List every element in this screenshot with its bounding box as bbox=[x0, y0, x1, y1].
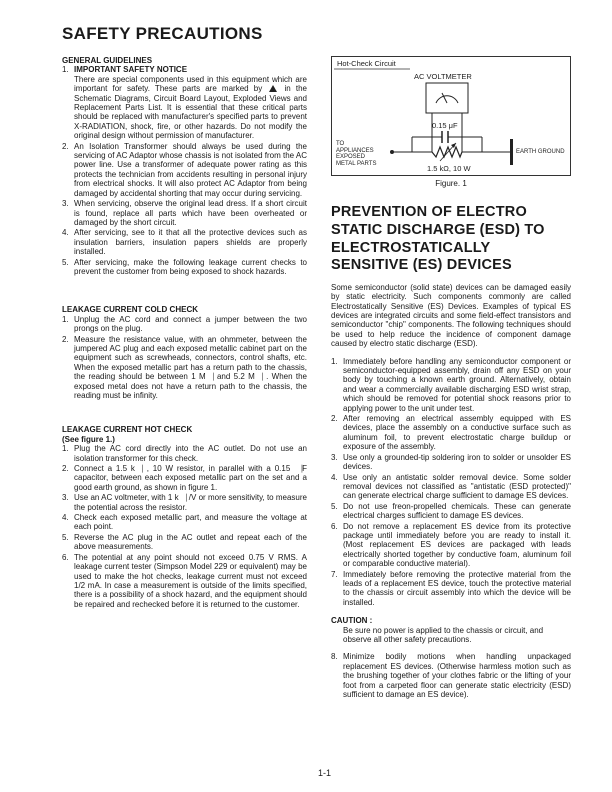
list-item: 2. After removing an electrical assembly equipped with ES devices, place the assembly on a conductive surface such as aluminum foil, to prevent electrostatic charge buildup or exposure of the assembly. bbox=[331, 414, 571, 452]
capacitor-label: 0.15 μF bbox=[432, 121, 458, 130]
voltmeter-needle bbox=[442, 93, 447, 103]
list-item: 1. Unplug the AC cord and connect a jumper between the two prongs on the plug. bbox=[62, 314, 307, 334]
caution-heading: CAUTION : bbox=[331, 616, 373, 626]
probe-terminal bbox=[390, 150, 394, 154]
voltmeter-box bbox=[426, 83, 468, 113]
list-item: 7. Immediately before removing the protective material from the leads of a replacement ES device, touch the protective material to the chassis or circuit assembly into which the device will be installed. bbox=[331, 569, 571, 607]
cold-check-heading: LEAKAGE CURRENT COLD CHECK bbox=[62, 305, 198, 315]
page-title: SAFETY PRECAUTIONS bbox=[62, 24, 263, 43]
list-item: 1. IMPORTANT SAFETY NOTICE There are special components used in this equipment which are important for safety. These parts are marked by in the Schematic Diagrams, Circuit Board Layout, Exploded Views and Replacement Parts List. It is essential that these critical parts should be replaced with manufacturer's specified parts to prevent X-RADIATION, shock, fire, or other hazards. Do not modify the original design without permission of manufacturer. bbox=[62, 65, 307, 141]
list-item: 3. Use an AC voltmeter, with 1 k⎹ /V or more sensitivity, to measure the potential across the resistor. bbox=[62, 493, 307, 512]
appliance-label: TO APPLIANCES EXPOSED METAL PARTS bbox=[336, 141, 377, 167]
hot-check-list bbox=[62, 444, 307, 609]
list-item: 8. Minimize bodily motions when handling unpackaged replacement ES devices. (Otherwise harmless motion such as the brushing together of your clothes fabric or the lifting of your foot from a carpeted floor can generate static electricity (ESD) sufficient to damage an ES device). bbox=[331, 652, 571, 700]
hot-check-circuit-figure bbox=[331, 56, 571, 176]
esd-list bbox=[331, 357, 571, 608]
important-safety-notice-heading: IMPORTANT SAFETY NOTICE bbox=[74, 65, 188, 75]
earth-ground-bar bbox=[510, 139, 513, 165]
page-number: 1-1 bbox=[318, 768, 332, 778]
hot-check-subheading: (See figure 1.) bbox=[62, 434, 115, 444]
figure-box-title: Hot-Check Circuit bbox=[337, 59, 396, 68]
general-guidelines-heading: GENERAL GUIDELINES bbox=[62, 56, 153, 65]
figure-caption: Figure. 1 bbox=[435, 179, 467, 188]
resistor-label: 1.5 kΩ, 10 W bbox=[427, 164, 471, 173]
list-item: 5. Do not use freon-propelled chemicals. These can generate electrical charges sufficient to damage ES devices. bbox=[331, 501, 571, 521]
list-item: 6. Do not remove a replacement ES device from its protective package until immediately before you are ready to install it. (Most replacement ES devices are packaged with leads electrically shorted together by conductive foam, aluminum foil or comparable conductive material). bbox=[331, 521, 571, 569]
esd-list-continued bbox=[331, 652, 571, 699]
list-item: 5. Reverse the AC plug in the AC outlet and repeat each of the above measurements. bbox=[62, 532, 307, 552]
caution-text: Be sure no power is applied to the chassis or circuit, and observe all other safety precautions. bbox=[343, 625, 544, 644]
list-item: 2. An Isolation Transformer should always be used during the servicing of AC Adaptor whose chassis is not isolated from the AC power line. Use a transformer of adequate power rating as this protects the technician from accidents resulting in personal injury from electrical shocks. It will also protect AC Adaptor from being damaged by accidental shorting that may occur during servicing. bbox=[62, 141, 308, 198]
warning-triangle-icon bbox=[269, 85, 277, 92]
hot-check-heading: LEAKAGE CURRENT HOT CHECK bbox=[62, 425, 193, 435]
right-column bbox=[331, 56, 571, 700]
list-item: 2. Connect a 1.5 k⎹ , 10 W resistor, in parallel with a 0.15 ⎹F capacitor, between each exposed metallic part on the set and a good earth ground, as shown in figure 1. bbox=[62, 464, 307, 492]
esd-heading: PREVENTION OF ELECTRO STATIC DISCHARGE (ESD) TO ELECTROSTATICALLY SENSITIVE (ES) DEVICES bbox=[331, 204, 545, 274]
list-item: 3. Use only a grounded-tip soldering iron to solder or unsolder ES devices. bbox=[331, 452, 571, 472]
list-item: 1. Plug the AC cord directly into the AC outlet. Do not use an isolation transformer for this check. bbox=[62, 444, 307, 463]
list-item: 4. Use only an antistatic solder removal device. Some solder removal devices not classified as "antistatic (ESD protected)" can generate electrical charge sufficient to damage ES devices. bbox=[331, 472, 571, 501]
earth-ground-label: EARTH GROUND bbox=[516, 149, 565, 155]
list-item: 1. Immediately before handling any semiconductor component or semiconductor-equipped assembly, drain off any ESD on your body by touching a known earth ground. Alternatively, obtain and wear a commercially available discharging ESD wrist strap, which should be removed for potential shock reasons prior to applying power to the unit under test. bbox=[331, 356, 571, 413]
resistor-symbol bbox=[432, 147, 462, 157]
list-item: 4. Check each exposed metallic part, and measure the voltage at each point. bbox=[62, 513, 307, 532]
list-item: 2. Measure the resistance value, with an ohmmeter, between the jumpered AC plug and each exposed metallic cabinet part on the equipment such as screwheads, connectors, control shafts, etc. When the exposed metallic part has a return path to the chassis, the reading should be between 1 M⎹ and 5.2 M⎹ . When the exposed metal does not have a return path to the chassis, the reading must be infinity. bbox=[62, 334, 307, 400]
list-item: 5. After servicing, make the following leakage current checks to prevent the customer from being exposed to shock hazards. bbox=[62, 257, 307, 276]
esd-intro: Some semiconductor (solid state) devices can be damaged easily by static electricity. Such components commonly are called Electrostatically Sensitive (ES) Devices. Examples of typical ES devices are integrated circuits and some field-effect transistors and semiconductor "chip" components. The following techniques should be used to help reduce the incidence of component damage caused by electro static discharge (ESD). bbox=[331, 282, 571, 349]
general-guidelines-list bbox=[62, 65, 307, 276]
left-column bbox=[62, 56, 307, 610]
list-item: 3. When servicing, observe the original lead dress. If a short circuit is found, replace all parts which have been overheated or damaged by the short circuit. bbox=[62, 199, 307, 227]
voltmeter-label: AC VOLTMETER bbox=[414, 72, 472, 81]
list-item: 6. The potential at any point should not exceed 0.75 V RMS. A leakage current tester (Simpson Model 229 or equivalent) may be used to make the hot checks, leakage current must not exceed 1/2 mA. In case a measurement is outside of the limits specified, there is a possibility of a shock hazard, and the equipment should be repaired and rechecked before it is returned to the customer. bbox=[62, 552, 307, 609]
cold-check-list bbox=[62, 315, 307, 401]
list-item: 4. After servicing, see to it that all the protective devices such as insulation barriers, insulation papers shields are properly installed. bbox=[62, 228, 307, 257]
